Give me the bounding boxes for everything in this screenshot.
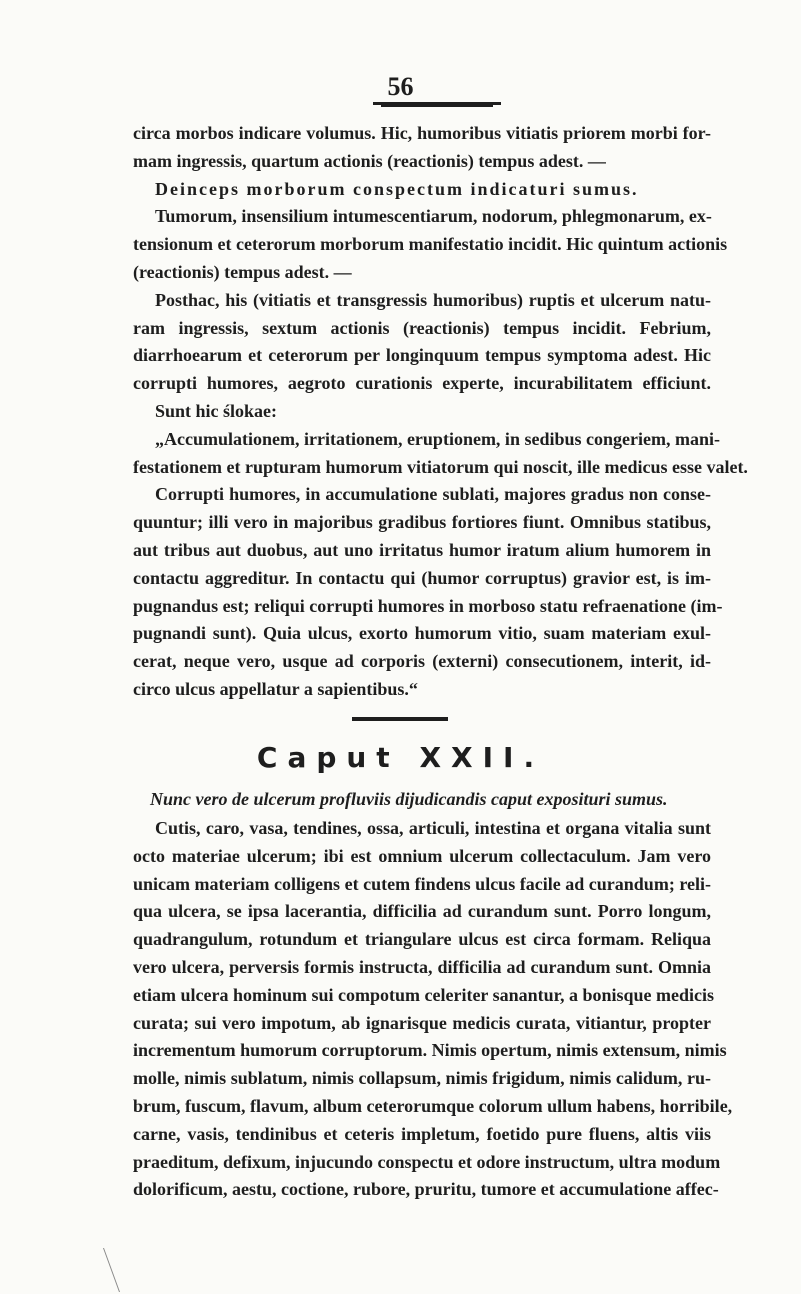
text-line: pugnandus est; reliqui corrupti humores in morboso statu refraenatione (im- [133, 595, 723, 616]
text-line: festationem et rupturam humorum vitiatorum qui noscit, ille medicus esse valet. [133, 456, 748, 477]
text-line: Tumorum, insensilium intumescentiarum, nodorum, phlegmonarum, ex- [155, 206, 712, 227]
text-line: praeditum, defixum, injucundo conspectu et odore instructum, ultra modum [133, 1151, 721, 1172]
text-line: tensionum et ceterorum morborum manifestatio incidit. Hic quintum actionis [133, 234, 728, 255]
text-line: diarrhoearum et ceterorum per longinquum tempus symptoma adest. Hic [133, 345, 711, 366]
text-line: cerat, neque vero, usque ad corporis (externi) consecutionem, interit, id- [133, 651, 711, 672]
text-line: mam ingressis, quartum actionis (reactionis) tempus adest. — [133, 150, 606, 171]
text-line: aut tribus aut duobus, aut uno irritatus humor iratum alium humorem in [133, 539, 711, 560]
text-line: contactu aggreditur. In contactu qui (humor corruptus) gravior est, is im- [133, 567, 711, 588]
chapter-subtitle: Nunc vero de ulcerum profluviis dijudicandis caput exposituri sumus. [150, 789, 668, 809]
text-line: molle, nimis sublatum, nimis collapsum, nimis frigidum, nimis calidum, ru- [133, 1068, 711, 1089]
text-line: ram ingressis, sextum actionis (reactionis) tempus incidit. Febrium, [133, 317, 711, 338]
page-number: 56 [387, 72, 414, 101]
text-line: circa morbos indicare volumus. Hic, humoribus vitiatis priorem morbi for- [133, 123, 711, 143]
text-line: Cutis, caro, vasa, tendines, ossa, articuli, intestina et organa vitalia sunt [155, 818, 711, 838]
text-line: circo ulcus appellatur a sapientibus.“ [133, 678, 418, 699]
text-line: curata; sui vero impotum, ab ignarisque medicis curata, vitiantur, propter [133, 1012, 711, 1033]
text-line: vero ulcera, perversis formis instructa, difficilia ad curandum sunt. Omnia [133, 956, 711, 977]
text-line: qua ulcera, se ipsa lacerantia, difficilia ad curandum sunt. Porro longum, [133, 901, 711, 922]
text-line: dolorificum, aestu, coctione, rubore, pruritu, tumore et accumulatione affec- [133, 1179, 719, 1200]
text-line: „Accumulationem, irritationem, eruptionem, in sedibus congeriem, mani- [155, 428, 720, 449]
text-line: pugnandi sunt). Quia ulcus, exorto humorum vitio, suam materiam exul- [133, 623, 711, 644]
paper-scratch-mark [103, 1248, 132, 1292]
text-line: etiam ulcera hominum sui compotum celeriter sanantur, a bonisque medicis [133, 984, 714, 1005]
text-line: unicam materiam colligens et cutem findens ulcus facile ad curandum; reli- [133, 873, 711, 894]
chapter-title: Caput XXII. [256, 741, 545, 774]
text-line: Posthac, his (vitiatis et transgressis humoribus) ruptis et ulcerum natu- [155, 289, 711, 310]
text-line: corrupti humores, aegroto curationis experte, incurabilitatem efficiunt. [133, 373, 711, 394]
text-line: quadrangulum, rotundum et triangulare ulcus est circa formam. Reliqua [133, 929, 711, 950]
text-line: quuntur; illi vero in majoribus gradibus fortiores fiunt. Omnibus statibus, [133, 512, 711, 533]
text-line: Corrupti humores, in accumulatione sublati, majores gradus non conse- [155, 484, 711, 505]
section-1-text [133, 120, 748, 704]
text-line: Deinceps morborum conspectum indicaturi sumus. [155, 178, 639, 199]
text-line: incrementum humorum corruptorum. Nimis opertum, nimis extensum, nimis [133, 1040, 727, 1061]
text-line: (reactionis) tempus adest. — [133, 261, 352, 282]
text-line: brum, fuscum, flavum, album ceterorumque colorum ullum habens, horribile, [133, 1095, 733, 1116]
text-line: octo materiae ulcerum; ibi est omnium ulcerum collectaculum. Jam vero [133, 845, 711, 866]
section-2-text [133, 815, 733, 1204]
section-divider [352, 717, 448, 721]
text-line: Sunt hic ślokae: [155, 400, 278, 421]
text-line: carne, vasis, tendinibus et ceteris impletum, foetido pure fluens, altis viis [133, 1123, 711, 1144]
header-rule [373, 102, 501, 105]
